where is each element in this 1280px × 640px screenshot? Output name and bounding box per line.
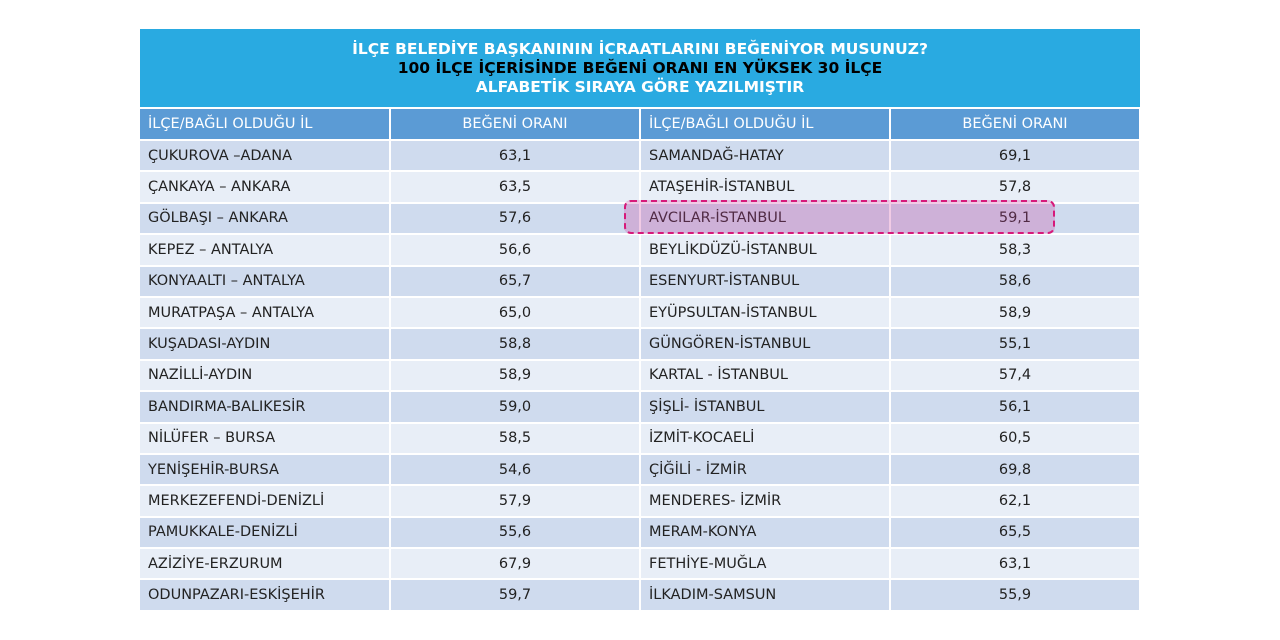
rate-cell: 59,0 xyxy=(390,391,640,422)
district-cell: İLKADIM-SAMSUN xyxy=(640,579,890,609)
rate-cell: 58,5 xyxy=(390,423,640,454)
district-cell: AZİZİYE-ERZURUM xyxy=(140,548,390,579)
header-district-right: İLÇE/BAĞLI OLDUĞU İL xyxy=(640,108,890,140)
rate-cell: 69,1 xyxy=(890,140,1140,171)
district-cell: KUŞADASI-AYDIN xyxy=(140,328,390,359)
district-cell: ODUNPAZARI-ESKİŞEHİR xyxy=(140,579,390,609)
district-cell: NAZİLLİ-AYDIN xyxy=(140,360,390,391)
header-rate-right: BEĞENİ ORANI xyxy=(890,108,1140,140)
district-cell: ESENYURT-İSTANBUL xyxy=(640,266,890,297)
district-cell: ATAŞEHİR-İSTANBUL xyxy=(640,171,890,202)
district-cell: MERAM-KONYA xyxy=(640,517,890,548)
district-cell: ÇANKAYA – ANKARA xyxy=(140,171,390,202)
title-line-1: İLÇE BELEDİYE BAŞKANININ İCRAATLARINI BEĞENİYOR MUSUNUZ? xyxy=(352,39,928,58)
district-cell: NİLÜFER – BURSA xyxy=(140,423,390,454)
rate-cell: 58,6 xyxy=(890,266,1140,297)
table-row xyxy=(140,548,1140,579)
rate-cell: 55,9 xyxy=(890,579,1140,609)
rate-cell: 54,6 xyxy=(390,454,640,485)
rate-cell: 65,0 xyxy=(390,297,640,328)
rate-cell: 55,1 xyxy=(890,328,1140,359)
rate-cell: 56,1 xyxy=(890,391,1140,422)
rate-cell: 65,5 xyxy=(890,517,1140,548)
district-cell: ÇUKUROVA –ADANA xyxy=(140,140,390,171)
table-row xyxy=(140,297,1140,328)
header-rate-left: BEĞENİ ORANI xyxy=(390,108,640,140)
district-cell: YENİŞEHİR-BURSA xyxy=(140,454,390,485)
table-row xyxy=(140,517,1140,548)
rate-cell: 57,4 xyxy=(890,360,1140,391)
table-row xyxy=(140,234,1140,265)
rate-cell: 58,9 xyxy=(890,297,1140,328)
district-cell: SAMANDAĞ-HATAY xyxy=(640,140,890,171)
district-cell: MURATPAŞA – ANTALYA xyxy=(140,297,390,328)
table-row xyxy=(140,485,1140,516)
district-cell: KARTAL - İSTANBUL xyxy=(640,360,890,391)
table-row xyxy=(140,266,1140,297)
district-cell: GÜNGÖREN-İSTANBUL xyxy=(640,328,890,359)
table-row xyxy=(140,328,1140,359)
rate-cell: 63,1 xyxy=(890,548,1140,579)
district-cell: MENDERES- İZMİR xyxy=(640,485,890,516)
table-header-row xyxy=(140,108,1140,140)
rate-cell: 58,9 xyxy=(390,360,640,391)
title-line-2: 100 İLÇE İÇERİSİNDE BEĞENİ ORANI EN YÜKSEK 30 İLÇE xyxy=(397,58,883,77)
table-row xyxy=(140,140,1140,171)
rate-cell: 58,8 xyxy=(390,328,640,359)
rate-cell: 63,1 xyxy=(390,140,640,171)
rate-cell: 69,8 xyxy=(890,454,1140,485)
highlight-box xyxy=(624,200,1055,234)
rate-cell: 56,6 xyxy=(390,234,640,265)
district-cell: PAMUKKALE-DENİZLİ xyxy=(140,517,390,548)
district-cell: AVCILAR-İSTANBUL xyxy=(640,203,890,234)
table-row xyxy=(140,171,1140,202)
slide xyxy=(140,29,1140,610)
rate-cell: 58,3 xyxy=(890,234,1140,265)
district-cell: ÇİĞİLİ - İZMİR xyxy=(640,454,890,485)
rate-cell: 57,8 xyxy=(890,171,1140,202)
table-row xyxy=(140,579,1140,609)
table-row xyxy=(140,360,1140,391)
rate-cell: 57,6 xyxy=(390,203,640,234)
rate-cell: 65,7 xyxy=(390,266,640,297)
rate-cell: 59,7 xyxy=(390,579,640,609)
district-cell: GÖLBAŞI – ANKARA xyxy=(140,203,390,234)
rate-cell: 55,6 xyxy=(390,517,640,548)
approval-table xyxy=(140,107,1141,610)
table-row xyxy=(140,454,1140,485)
district-cell: KEPEZ – ANTALYA xyxy=(140,234,390,265)
district-cell: FETHİYE-MUĞLA xyxy=(640,548,890,579)
district-cell: BANDIRMA-BALIKESİR xyxy=(140,391,390,422)
title-banner xyxy=(140,29,1140,107)
rate-cell: 57,9 xyxy=(390,485,640,516)
table-row xyxy=(140,423,1140,454)
rate-cell: 67,9 xyxy=(390,548,640,579)
district-cell: ŞİŞLİ- İSTANBUL xyxy=(640,391,890,422)
table-row xyxy=(140,391,1140,422)
rate-cell: 59,1 xyxy=(890,203,1140,234)
rate-cell: 62,1 xyxy=(890,485,1140,516)
district-cell: İZMİT-KOCAELİ xyxy=(640,423,890,454)
header-district-left: İLÇE/BAĞLI OLDUĞU İL xyxy=(140,108,390,140)
rate-cell: 60,5 xyxy=(890,423,1140,454)
district-cell: EYÜPSULTAN-İSTANBUL xyxy=(640,297,890,328)
rate-cell: 63,5 xyxy=(390,171,640,202)
district-cell: MERKEZEFENDİ-DENİZLİ xyxy=(140,485,390,516)
district-cell: KONYAALTI – ANTALYA xyxy=(140,266,390,297)
title-line-3: ALFABETİK SIRAYA GÖRE YAZILMIŞTIR xyxy=(475,77,805,96)
district-cell: BEYLİKDÜZÜ-İSTANBUL xyxy=(640,234,890,265)
